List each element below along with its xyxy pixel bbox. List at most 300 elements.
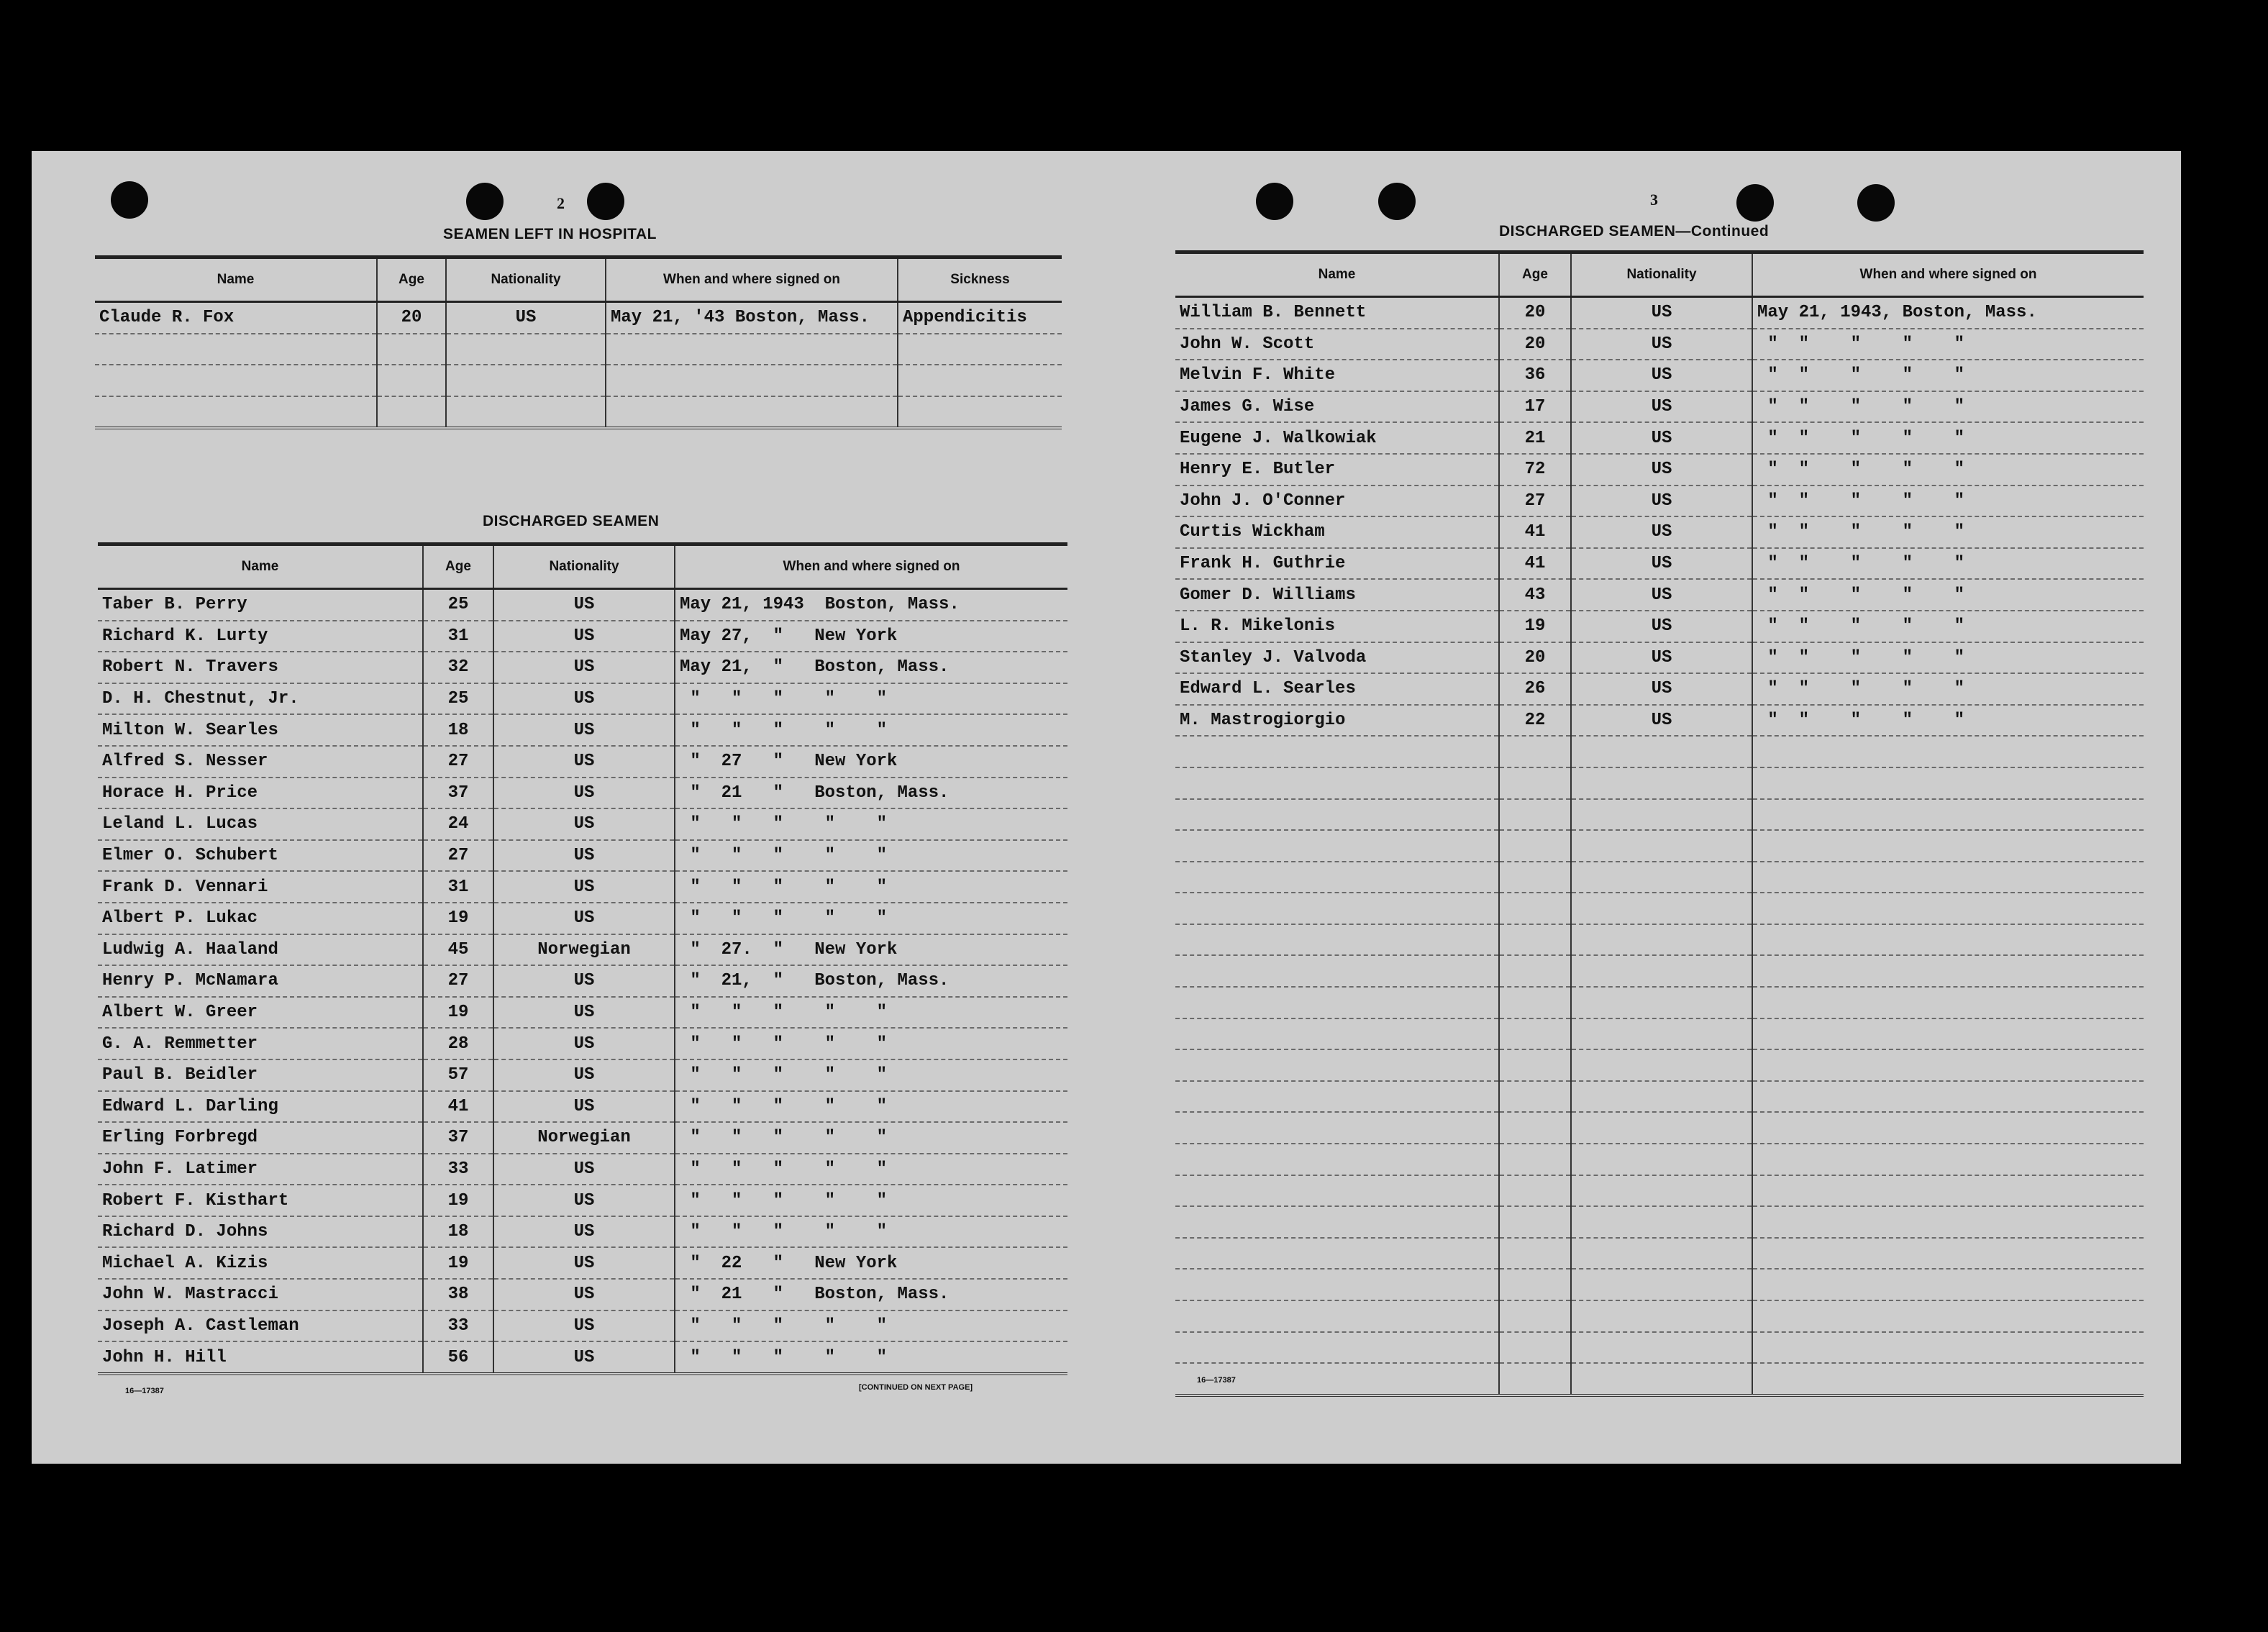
table-row xyxy=(98,1185,1067,1216)
seaman-age-cell: 20 xyxy=(1499,329,1571,360)
table-row xyxy=(98,840,1067,872)
column-header: Age xyxy=(377,257,446,302)
signed-on-cell: May 21, '43 Boston, Mass. xyxy=(606,302,898,334)
seaman-age-cell xyxy=(1499,1363,1571,1395)
sickness-cell xyxy=(898,334,1062,365)
seaman-age-cell: 31 xyxy=(423,621,493,652)
table-row xyxy=(98,1216,1067,1248)
table-row xyxy=(1175,297,2144,329)
table-row xyxy=(1175,1332,2144,1364)
signed-on-cell: " " " " " xyxy=(675,683,1067,715)
signed-on-cell xyxy=(1752,1112,2144,1144)
seaman-name-cell: L. R. Mikelonis xyxy=(1175,611,1499,642)
seaman-nationality-cell: US xyxy=(493,1341,675,1374)
seaman-name-cell xyxy=(95,396,377,429)
seaman-age-cell: 19 xyxy=(1499,611,1571,642)
table-row xyxy=(95,334,1062,365)
table-row xyxy=(1175,454,2144,486)
seaman-name-cell xyxy=(1175,736,1499,767)
seaman-age-cell xyxy=(1499,1175,1571,1207)
seaman-nationality-cell: US xyxy=(493,808,675,840)
seaman-nationality-cell xyxy=(1571,1175,1752,1207)
column-header: Age xyxy=(1499,252,1571,297)
hospital-rows xyxy=(95,302,1062,429)
signed-on-cell: May 27, " New York xyxy=(675,621,1067,652)
table-row xyxy=(1175,1238,2144,1269)
seaman-age-cell xyxy=(1499,1300,1571,1332)
signed-on-cell: " " " " " xyxy=(1752,486,2144,517)
seaman-age-cell xyxy=(1499,1238,1571,1269)
signed-on-cell xyxy=(1752,1049,2144,1081)
seaman-age-cell: 19 xyxy=(423,903,493,934)
seaman-name-cell: Milton W. Searles xyxy=(98,714,423,746)
seaman-nationality-cell xyxy=(1571,1269,1752,1300)
page-number: 2 xyxy=(557,194,565,212)
table-row xyxy=(1175,924,2144,956)
seaman-name-cell: Edward L. Searles xyxy=(1175,673,1499,705)
seaman-nationality-cell xyxy=(1571,987,1752,1018)
seaman-name-cell: Curtis Wickham xyxy=(1175,516,1499,548)
table-row xyxy=(98,746,1067,778)
seaman-nationality-cell: US xyxy=(493,714,675,746)
seaman-nationality-cell xyxy=(1571,736,1752,767)
seaman-name-cell: Albert W. Greer xyxy=(98,997,423,1029)
seaman-age-cell: 17 xyxy=(1499,391,1571,423)
seaman-name-cell xyxy=(1175,1332,1499,1364)
continued-note: [CONTINUED ON NEXT PAGE] xyxy=(859,1383,973,1392)
punch-hole xyxy=(1736,184,1774,222)
seaman-name-cell xyxy=(1175,1206,1499,1238)
table-row xyxy=(1175,611,2144,642)
signed-on-cell: " " " " " xyxy=(675,714,1067,746)
page-number: 3 xyxy=(1650,191,1658,209)
seaman-nationality-cell: US xyxy=(493,1247,675,1279)
seaman-age-cell: 45 xyxy=(423,934,493,966)
column-header: Name xyxy=(1175,252,1499,297)
signed-on-cell xyxy=(1752,830,2144,862)
seaman-age-cell xyxy=(1499,1269,1571,1300)
signed-on-cell xyxy=(1752,1300,2144,1332)
table-row xyxy=(1175,1300,2144,1332)
form-number: 16—17387 xyxy=(125,1387,164,1395)
punch-hole xyxy=(466,183,504,220)
table-row xyxy=(98,1154,1067,1185)
signed-on-cell: " " " " " xyxy=(1752,454,2144,486)
left-page xyxy=(32,151,1111,1464)
table-row xyxy=(1175,422,2144,454)
seaman-name-cell: Richard K. Lurty xyxy=(98,621,423,652)
seaman-nationality-cell: US xyxy=(1571,422,1752,454)
seaman-age-cell xyxy=(1499,736,1571,767)
seaman-age-cell: 26 xyxy=(1499,673,1571,705)
seaman-nationality-cell xyxy=(1571,1081,1752,1113)
signed-on-cell: " 21 " Boston, Mass. xyxy=(675,778,1067,809)
table-row xyxy=(1175,673,2144,705)
seaman-name-cell: Eugene J. Walkowiak xyxy=(1175,422,1499,454)
seaman-nationality-cell: US xyxy=(1571,642,1752,674)
seaman-nationality-cell: Norwegian xyxy=(493,934,675,966)
seaman-age-cell xyxy=(377,396,446,429)
seaman-age-cell xyxy=(1499,1112,1571,1144)
seaman-nationality-cell xyxy=(446,334,606,365)
table-row xyxy=(98,714,1067,746)
table-row xyxy=(95,365,1062,396)
signed-on-cell: " " " " " xyxy=(675,1185,1067,1216)
seaman-age-cell: 72 xyxy=(1499,454,1571,486)
seaman-name-cell: Leland L. Lucas xyxy=(98,808,423,840)
table-row xyxy=(1175,329,2144,360)
seaman-name-cell xyxy=(1175,1081,1499,1113)
punch-hole xyxy=(1256,183,1293,220)
sickness-cell xyxy=(898,365,1062,396)
seaman-age-cell xyxy=(1499,955,1571,987)
seaman-age-cell: 27 xyxy=(423,965,493,997)
seaman-name-cell: Ludwig A. Haaland xyxy=(98,934,423,966)
signed-on-cell: " " " " " xyxy=(675,808,1067,840)
table-row xyxy=(1175,1049,2144,1081)
punch-hole xyxy=(587,183,624,220)
signed-on-cell: " " " " " xyxy=(675,997,1067,1029)
table-row xyxy=(1175,642,2144,674)
seaman-name-cell xyxy=(1175,1144,1499,1175)
table-row xyxy=(1175,1363,2144,1395)
signed-on-cell: " " " " " xyxy=(675,1091,1067,1123)
table-row xyxy=(1175,1112,2144,1144)
seaman-name-cell: Erling Forbregd xyxy=(98,1122,423,1154)
seaman-nationality-cell: US xyxy=(493,1185,675,1216)
seaman-nationality-cell: US xyxy=(1571,673,1752,705)
seaman-name-cell: Joseph A. Castleman xyxy=(98,1310,423,1342)
seaman-name-cell: Elmer O. Schubert xyxy=(98,840,423,872)
seaman-age-cell: 19 xyxy=(423,1185,493,1216)
seaman-nationality-cell: US xyxy=(493,840,675,872)
table-row xyxy=(98,934,1067,966)
seaman-age-cell xyxy=(1499,893,1571,924)
seaman-nationality-cell xyxy=(1571,1300,1752,1332)
table-row xyxy=(98,808,1067,840)
punch-hole xyxy=(1857,184,1895,222)
seaman-nationality-cell xyxy=(1571,1332,1752,1364)
seaman-age-cell xyxy=(1499,987,1571,1018)
table-row xyxy=(1175,987,2144,1018)
column-header: Nationality xyxy=(493,544,675,589)
signed-on-cell: " " " " " xyxy=(1752,422,2144,454)
signed-on-cell: May 21, 1943 Boston, Mass. xyxy=(675,589,1067,621)
table-row xyxy=(1175,705,2144,737)
column-header: Age xyxy=(423,544,493,589)
seaman-name-cell xyxy=(1175,830,1499,862)
table-row xyxy=(98,778,1067,809)
table-row xyxy=(98,652,1067,683)
seaman-nationality-cell xyxy=(1571,955,1752,987)
seaman-name-cell: M. Mastrogiorgio xyxy=(1175,705,1499,737)
signed-on-cell xyxy=(1752,1269,2144,1300)
seaman-age-cell: 20 xyxy=(1499,297,1571,329)
seaman-name-cell: John F. Latimer xyxy=(98,1154,423,1185)
seaman-nationality-cell: US xyxy=(493,903,675,934)
table-row xyxy=(1175,1175,2144,1207)
table-row xyxy=(1175,579,2144,611)
discharged-section-title: DISCHARGED SEAMEN xyxy=(483,513,660,529)
discharged-continued-table xyxy=(1175,250,2144,1397)
table-row xyxy=(98,1122,1067,1154)
seaman-name-cell: Henry P. McNamara xyxy=(98,965,423,997)
signed-on-cell xyxy=(1752,1081,2144,1113)
column-header: Nationality xyxy=(1571,252,1752,297)
signed-on-cell xyxy=(1752,1332,2144,1364)
seaman-name-cell xyxy=(1175,1300,1499,1332)
seaman-nationality-cell xyxy=(1571,1206,1752,1238)
seaman-name-cell xyxy=(1175,1112,1499,1144)
table-row xyxy=(98,1341,1067,1374)
punch-hole xyxy=(1378,183,1416,220)
seaman-nationality-cell xyxy=(1571,1144,1752,1175)
signed-on-cell: " " " " " xyxy=(1752,391,2144,423)
signed-on-cell xyxy=(1752,955,2144,987)
punch-hole xyxy=(111,181,148,219)
seaman-age-cell: 33 xyxy=(423,1154,493,1185)
seaman-name-cell xyxy=(1175,955,1499,987)
seaman-name-cell xyxy=(1175,1238,1499,1269)
seaman-age-cell: 22 xyxy=(1499,705,1571,737)
seaman-name-cell: Claude R. Fox xyxy=(95,302,377,334)
signed-on-cell: " " " " " xyxy=(675,1341,1067,1374)
seaman-name-cell: John W. Scott xyxy=(1175,329,1499,360)
signed-on-cell xyxy=(606,334,898,365)
seaman-age-cell: 25 xyxy=(423,683,493,715)
seaman-nationality-cell: US xyxy=(1571,360,1752,391)
signed-on-cell: " " " " " xyxy=(675,1028,1067,1059)
table-row xyxy=(98,903,1067,934)
signed-on-cell: May 21, " Boston, Mass. xyxy=(675,652,1067,683)
table-row xyxy=(1175,955,2144,987)
signed-on-cell xyxy=(1752,1206,2144,1238)
seaman-age-cell: 32 xyxy=(423,652,493,683)
seaman-name-cell xyxy=(1175,987,1499,1018)
signed-on-cell xyxy=(1752,1175,2144,1207)
signed-on-cell: " 21, " Boston, Mass. xyxy=(675,965,1067,997)
signed-on-cell xyxy=(1752,799,2144,831)
seaman-age-cell: 27 xyxy=(423,746,493,778)
discharged-rows xyxy=(98,589,1067,1374)
signed-on-cell: " " " " " xyxy=(1752,673,2144,705)
signed-on-cell: " " " " " xyxy=(675,1154,1067,1185)
signed-on-cell xyxy=(1752,862,2144,893)
table-row xyxy=(1175,486,2144,517)
seaman-name-cell: Paul B. Beidler xyxy=(98,1059,423,1091)
signed-on-cell: May 21, 1943, Boston, Mass. xyxy=(1752,297,2144,329)
seaman-age-cell: 41 xyxy=(423,1091,493,1123)
seaman-age-cell xyxy=(1499,1081,1571,1113)
seaman-age-cell xyxy=(1499,799,1571,831)
seaman-name-cell: Robert N. Travers xyxy=(98,652,423,683)
table-row xyxy=(1175,1081,2144,1113)
seaman-age-cell: 18 xyxy=(423,714,493,746)
table-row xyxy=(95,302,1062,334)
form-number: 16—17387 xyxy=(1197,1376,1236,1385)
seaman-name-cell xyxy=(1175,799,1499,831)
right-page xyxy=(1111,151,2181,1464)
table-row xyxy=(1175,1269,2144,1300)
table-row xyxy=(1175,1144,2144,1175)
seaman-nationality-cell xyxy=(1571,924,1752,956)
table-row xyxy=(98,1279,1067,1310)
seaman-age-cell: 18 xyxy=(423,1216,493,1248)
column-header: Name xyxy=(95,257,377,302)
seaman-age-cell: 27 xyxy=(1499,486,1571,517)
table-row xyxy=(98,1028,1067,1059)
signed-on-cell: " " " " " xyxy=(675,1059,1067,1091)
seaman-nationality-cell xyxy=(1571,1049,1752,1081)
discharged-header-row xyxy=(98,544,1067,589)
table-row xyxy=(1175,516,2144,548)
column-header: When and where signed on xyxy=(606,257,898,302)
seaman-age-cell xyxy=(1499,830,1571,862)
seaman-name-cell: Stanley J. Valvoda xyxy=(1175,642,1499,674)
table-row xyxy=(1175,1206,2144,1238)
seaman-nationality-cell: US xyxy=(1571,579,1752,611)
seaman-age-cell: 41 xyxy=(1499,548,1571,580)
signed-on-cell: " " " " " xyxy=(1752,329,2144,360)
seaman-nationality-cell xyxy=(1571,1018,1752,1050)
table-row xyxy=(98,1091,1067,1123)
discharged-table xyxy=(98,542,1067,1375)
signed-on-cell xyxy=(1752,767,2144,799)
seaman-name-cell xyxy=(95,334,377,365)
seaman-age-cell xyxy=(1499,1144,1571,1175)
seaman-name-cell: Henry E. Butler xyxy=(1175,454,1499,486)
seaman-age-cell: 56 xyxy=(423,1341,493,1374)
seaman-nationality-cell: US xyxy=(493,1091,675,1123)
seaman-nationality-cell: US xyxy=(1571,297,1752,329)
seaman-age-cell xyxy=(1499,767,1571,799)
seaman-nationality-cell: US xyxy=(493,1310,675,1342)
continued-header-row xyxy=(1175,252,2144,297)
signed-on-cell: " " " " " xyxy=(675,1310,1067,1342)
seaman-nationality-cell: US xyxy=(493,589,675,621)
seaman-nationality-cell: US xyxy=(493,1028,675,1059)
seaman-name-cell: Robert F. Kisthart xyxy=(98,1185,423,1216)
seaman-age-cell: 33 xyxy=(423,1310,493,1342)
seaman-age-cell: 41 xyxy=(1499,516,1571,548)
seaman-name-cell: Taber B. Perry xyxy=(98,589,423,621)
seaman-nationality-cell: US xyxy=(1571,705,1752,737)
seaman-nationality-cell: US xyxy=(1571,486,1752,517)
signed-on-cell xyxy=(1752,1018,2144,1050)
discharged-continued-title: DISCHARGED SEAMEN—Continued xyxy=(1499,223,1770,240)
seaman-age-cell: 31 xyxy=(423,871,493,903)
table-row xyxy=(1175,799,2144,831)
table-row xyxy=(98,871,1067,903)
seaman-name-cell: Richard D. Johns xyxy=(98,1216,423,1248)
seaman-name-cell: Horace H. Price xyxy=(98,778,423,809)
table-row xyxy=(1175,1018,2144,1050)
seaman-nationality-cell xyxy=(1571,1363,1752,1395)
seaman-name-cell xyxy=(1175,1018,1499,1050)
signed-on-cell: " " " " " xyxy=(1752,516,2144,548)
seaman-nationality-cell xyxy=(1571,1238,1752,1269)
seaman-age-cell xyxy=(1499,1206,1571,1238)
seaman-age-cell: 36 xyxy=(1499,360,1571,391)
seaman-nationality-cell: US xyxy=(1571,329,1752,360)
seaman-nationality-cell xyxy=(1571,862,1752,893)
signed-on-cell xyxy=(1752,1238,2144,1269)
seaman-name-cell: Frank H. Guthrie xyxy=(1175,548,1499,580)
seaman-name-cell: John J. O'Conner xyxy=(1175,486,1499,517)
seaman-nationality-cell xyxy=(1571,830,1752,862)
seaman-age-cell xyxy=(1499,1049,1571,1081)
seaman-nationality-cell: US xyxy=(1571,611,1752,642)
seaman-nationality-cell xyxy=(1571,1112,1752,1144)
table-row xyxy=(95,396,1062,429)
table-row xyxy=(98,621,1067,652)
seaman-age-cell: 28 xyxy=(423,1028,493,1059)
column-header: Sickness xyxy=(898,257,1062,302)
signed-on-cell xyxy=(1752,736,2144,767)
signed-on-cell: " 22 " New York xyxy=(675,1247,1067,1279)
seaman-name-cell: G. A. Remmetter xyxy=(98,1028,423,1059)
table-row xyxy=(1175,830,2144,862)
seaman-nationality-cell: US xyxy=(446,302,606,334)
seaman-age-cell: 43 xyxy=(1499,579,1571,611)
seaman-name-cell: Gomer D. Williams xyxy=(1175,579,1499,611)
seaman-name-cell: D. H. Chestnut, Jr. xyxy=(98,683,423,715)
seaman-age-cell: 57 xyxy=(423,1059,493,1091)
hospital-section-title: SEAMEN LEFT IN HOSPITAL xyxy=(443,226,657,242)
signed-on-cell: " " " " " xyxy=(1752,579,2144,611)
seaman-age-cell: 20 xyxy=(1499,642,1571,674)
signed-on-cell: " " " " " xyxy=(1752,611,2144,642)
seaman-age-cell: 38 xyxy=(423,1279,493,1310)
seaman-nationality-cell: US xyxy=(1571,454,1752,486)
seaman-nationality-cell: US xyxy=(1571,548,1752,580)
seaman-nationality-cell: US xyxy=(493,652,675,683)
signed-on-cell: " " " " " xyxy=(1752,548,2144,580)
table-row xyxy=(1175,736,2144,767)
column-header: When and where signed on xyxy=(1752,252,2144,297)
seaman-age-cell: 27 xyxy=(423,840,493,872)
seaman-name-cell: Edward L. Darling xyxy=(98,1091,423,1123)
seaman-nationality-cell xyxy=(1571,893,1752,924)
seaman-age-cell: 24 xyxy=(423,808,493,840)
table-row xyxy=(1175,767,2144,799)
table-row xyxy=(1175,862,2144,893)
seaman-nationality-cell: US xyxy=(1571,516,1752,548)
table-row xyxy=(1175,893,2144,924)
seaman-age-cell xyxy=(377,334,446,365)
seaman-nationality-cell: Norwegian xyxy=(493,1122,675,1154)
signed-on-cell: " " " " " xyxy=(675,840,1067,872)
continued-rows xyxy=(1175,297,2144,1395)
seaman-name-cell xyxy=(1175,893,1499,924)
table-row xyxy=(98,1059,1067,1091)
hospital-header-row xyxy=(95,257,1062,302)
seaman-name-cell: William B. Bennett xyxy=(1175,297,1499,329)
signed-on-cell xyxy=(1752,1363,2144,1395)
seaman-nationality-cell: US xyxy=(493,1059,675,1091)
column-header: When and where signed on xyxy=(675,544,1067,589)
seaman-age-cell: 37 xyxy=(423,1122,493,1154)
seaman-age-cell: 19 xyxy=(423,997,493,1029)
table-row xyxy=(98,965,1067,997)
hospital-table xyxy=(95,255,1062,429)
signed-on-cell: " " " " " xyxy=(675,1216,1067,1248)
signed-on-cell xyxy=(606,365,898,396)
seaman-nationality-cell xyxy=(446,396,606,429)
seaman-nationality-cell: US xyxy=(493,1279,675,1310)
seaman-name-cell: John W. Mastracci xyxy=(98,1279,423,1310)
seaman-nationality-cell: US xyxy=(493,778,675,809)
